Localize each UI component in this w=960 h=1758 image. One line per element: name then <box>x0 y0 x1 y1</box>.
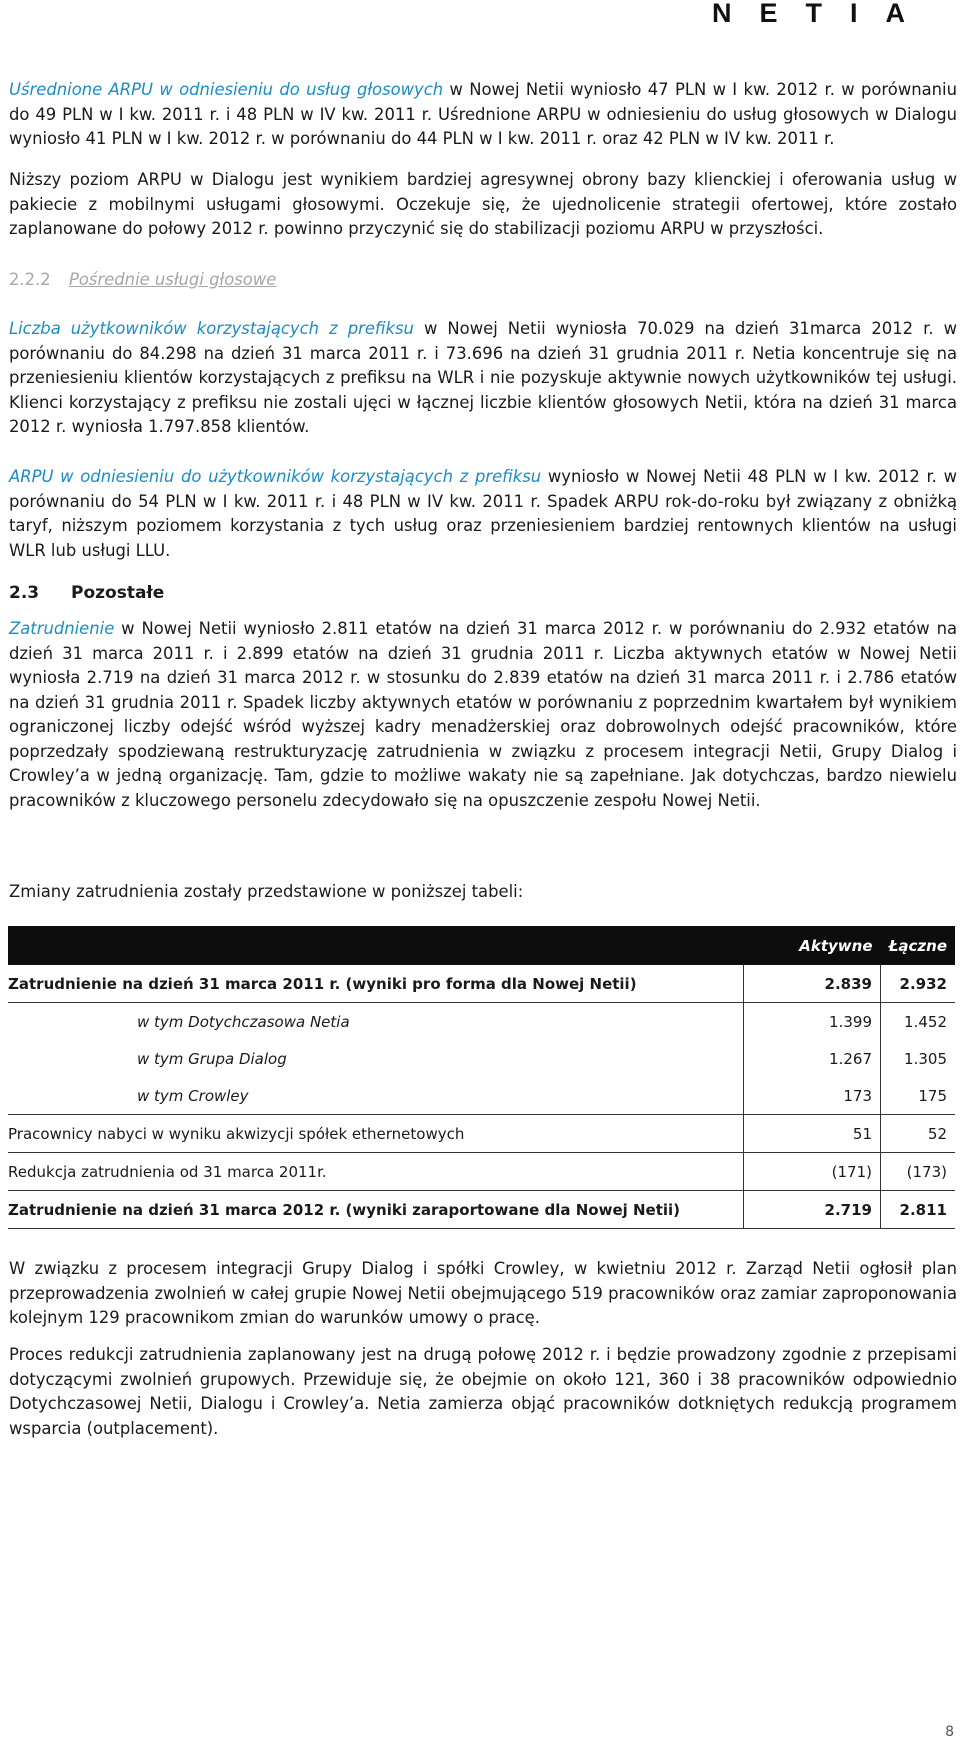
table-row <box>8 965 955 1003</box>
table-row <box>8 1003 955 1041</box>
row-label: w tym Dotychczasowa Netia <box>8 1003 744 1041</box>
paragraph-arpu-dialog: Niższy poziom ARPU w Dialogu jest wynikiem bardziej agresywnej obrony bazy klienckiej i oferowania usług w pakiecie z mobilnymi usługami głosowymi. Oczekuje się, że ujednolicenie strategii ofertowej, które zostało zaplanowane do połowy 2012 r. powinno przyczynić się do stabilizacji poziomu ARPU w przyszłości. <box>9 170 957 238</box>
section-number: 2.3 <box>9 583 40 603</box>
page-number: 8 <box>945 1724 954 1740</box>
table-row <box>8 1040 955 1077</box>
header-total: Łączne <box>881 926 956 965</box>
row-active: 1.399 <box>744 1003 881 1041</box>
paragraph-layoffs-process: Proces redukcji zatrudnienia zaplanowany jest na drugą połowę 2012 r. i będzie prowadzony zgodnie z przepisami dotyczącymi zwolnień grupowych. Przewiduje się, że obejmie on około 121, 360 i 38 pracowników odpowiednio Dotychczasowej Netii, Dialogu i Crowley’a. Netia zamierza objąć pracowników dotkniętych redukcją programem wsparcia (outplacement). <box>9 1345 957 1438</box>
prefix-users-lead: Liczba użytkowników korzystających z prefiksu <box>9 319 414 338</box>
employment-table <box>8 926 955 1229</box>
row-total: 52 <box>881 1115 956 1153</box>
section-heading-2-2-2 <box>9 268 276 293</box>
row-total: 2.811 <box>881 1191 956 1229</box>
paragraph-layoffs-plan: W związku z procesem integracji Grupy Dialog i spółki Crowley, w kwietniu 2012 r. Zarząd Netii ogłosił plan przeprowadzenia zwolnień w całej grupie Nowej Netii obejmującego 519 pracowników oraz zamiar zaproponowania kolejnym 129 pracownikom zmian do warunków umowy o pracę. <box>9 1259 957 1327</box>
row-active: 51 <box>744 1115 881 1153</box>
table-intro: Zmiany zatrudnienia zostały przedstawione w poniższej tabeli: <box>9 882 524 901</box>
table-row <box>8 1153 955 1191</box>
prefix-arpu-lead: ARPU w odniesieniu do użytkowników korzystających z prefiksu <box>9 467 542 486</box>
row-total: 1.305 <box>904 1049 947 1068</box>
section-number: 2.2.2 <box>9 270 51 289</box>
row-label: w tym Grupa Dialog <box>8 1040 744 1077</box>
section-title: Pozostałe <box>71 583 165 603</box>
table-row <box>8 1077 955 1115</box>
row-active: 2.839 <box>744 965 881 1003</box>
paragraph-prefix-arpu <box>9 465 957 563</box>
prefix-arpu-text: wyniosło w Nowej Netii 48 PLN w I kw. 2012 r. w porównaniu do 54 PLN w I kw. 2011 r. i 48 PLN w IV kw. 2011 r. Spadek ARPU rok-do-roku był związany z obniżką taryf, niższym poziomem korzystania z tych usług oraz przeniesieniem bardziej rentownych klientów na usługi WLR lub usługi LLU. <box>9 467 957 560</box>
row-total: 175 <box>881 1077 956 1115</box>
employment-text: w Nowej Netii wyniosło 2.811 etatów na dzień 31 marca 2012 r. w porównaniu do 2.932 etatów na dzień 31 marca 2011 r. i 2.899 etatów na dzień 31 grudnia 2011 r. Liczba aktywnych etatów w Nowej Netii wyniosła 2.719 na dzień 31 marca 2012 r. w stosunku do 2.839 etatów na dzień 31 marca 2011 r. i 2.786 etatów na dzień 31 grudnia 2011 r. Spadek liczby aktywnych etatów w porównaniu z poprzednim kwartałem był wynikiem ograniczonej liczby odejść wśród wyższej kadry menadżerskiej oraz dobrowolnych odejść pracowników, które poprzedzały spodziewaną restrukturyzację zatrudnienia w związku z procesem integracji Netii, Grupy Dialog i Crowley’a w jedną organizację. Tam, gdzie to możliwe wakaty nie są zapełniane. Jak dotychczas, bardzo niewielu pracowników z kluczowego personelu zdecydowało się na opuszczenie zespołu Nowej Netii. <box>9 619 957 810</box>
row-active: 173 <box>744 1077 881 1115</box>
table-header-row <box>8 926 955 965</box>
section-heading-2-3 <box>9 581 164 606</box>
prefix-users-text: w Nowej Netii wyniosła 70.029 na dzień 31marca 2012 r. w porównaniu do 84.298 na dzień 31 marca 2011 r. i 73.696 na dzień 31 grudnia 2011 r. Netia koncentruje się na przeniesieniu klientów korzystających z prefiksu na WLR i nie pozyskuje aktywnie nowych użytkowników tej usługi. Klienci korzystający z prefiksu nie zostali ujęci w łącznej liczbie klientów głosowych Netii, która na dzień 31 marca 2012 r. wyniosła 1.797.858 klientów. <box>9 319 957 436</box>
row-label: Redukcja zatrudnienia od 31 marca 2011r. <box>8 1153 744 1191</box>
paragraph-employment <box>9 617 957 813</box>
table-row <box>8 1191 955 1229</box>
row-total: (173) <box>881 1153 956 1191</box>
row-total: 1.452 <box>904 1012 947 1031</box>
netia-logo: NETIA <box>712 0 933 28</box>
paragraph-prefix-users <box>9 317 957 440</box>
arpu-voice-text: w Nowej Netii wyniosło 47 PLN w I kw. 2012 r. w porównaniu do 49 PLN w I kw. 2011 r. i 48 PLN w IV kw. 2011 r. Uśrednione ARPU w odniesieniu do usług głosowych w Dialogu wyniosło 41 PLN w I kw. 2012 r. w porównaniu do 44 PLN w I kw. 2011 r. oraz 42 PLN w IV kw. 2011 r. <box>9 80 957 148</box>
row-active: (171) <box>744 1153 881 1191</box>
row-active: 1.267 <box>744 1040 881 1077</box>
row-label: Zatrudnienie na dzień 31 marca 2011 r. (wyniki pro forma dla Nowej Netii) <box>8 965 744 1003</box>
header-active: Aktywne <box>744 926 881 965</box>
row-total: 2.932 <box>881 965 956 1003</box>
table-row <box>8 1115 955 1153</box>
row-label: Zatrudnienie na dzień 31 marca 2012 r. (wyniki zaraportowane dla Nowej Netii) <box>8 1191 744 1229</box>
paragraph-arpu-voice <box>9 78 957 152</box>
row-active: 2.719 <box>744 1191 881 1229</box>
arpu-voice-lead: Uśrednione ARPU w odniesieniu do usług głosowych <box>9 80 444 99</box>
row-label: w tym Crowley <box>8 1077 744 1115</box>
section-title: Pośrednie usługi głosowe <box>69 270 277 289</box>
row-label: Pracownicy nabyci w wyniku akwizycji spółek ethernetowych <box>8 1115 744 1153</box>
employment-lead: Zatrudnienie <box>9 619 115 638</box>
